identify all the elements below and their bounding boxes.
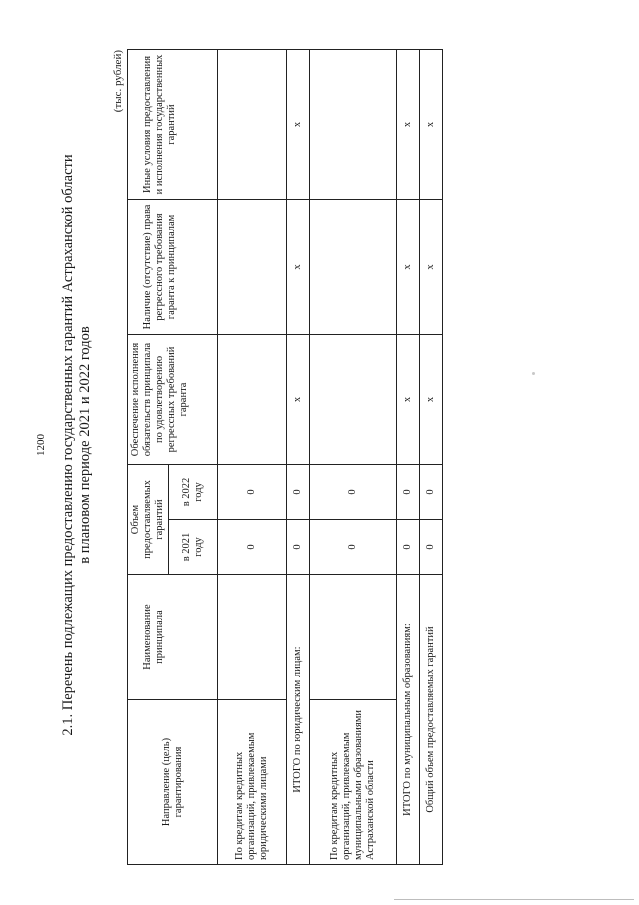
cell-total-label: Общий объем предоставляемых гарантий	[420, 575, 443, 865]
scan-edge-line	[394, 899, 634, 900]
cell-other: х	[397, 49, 420, 199]
page-number: 1200	[35, 434, 47, 456]
header-year-2022: в 2022 году	[169, 464, 218, 519]
cell-other	[310, 49, 397, 199]
cell-principal	[310, 575, 397, 700]
cell-security	[218, 334, 287, 464]
header-direction: Направление (цель) гарантирования	[128, 700, 218, 865]
title-line-1: 2.1. Перечень подлежащих предоставлению государственных гарантий Астраханской области	[60, 154, 76, 736]
cell-regress: х	[397, 199, 420, 334]
header-principal-name: Наименование принципала	[128, 575, 218, 700]
cell-2021: 0	[310, 520, 397, 575]
table-row-total	[420, 49, 443, 864]
cell-2021: 0	[420, 520, 443, 575]
table-row-itogo-municipal	[397, 49, 420, 864]
cell-other: х	[287, 49, 310, 199]
cell-2022: 0	[397, 464, 420, 519]
cell-itogo-label: ИТОГО по юридическим лицам:	[287, 575, 310, 865]
cell-2021: 0	[397, 520, 420, 575]
header-security: Обеспечение исполнения обязательств принципала по удовлетворению регрессных требований гаранта	[128, 334, 218, 464]
cell-direction: По кредитам кредитных организаций, привлекаемым юридическими лицами	[218, 700, 287, 865]
guarantees-table	[127, 49, 443, 865]
cell-security	[310, 334, 397, 464]
header-other-conditions: Иные условия предоставления и исполнения государственных гарантий	[128, 49, 218, 199]
document-title	[60, 65, 94, 825]
table-row-legal-entities	[218, 49, 287, 864]
cell-2022: 0	[310, 464, 397, 519]
cell-2021: 0	[218, 520, 287, 575]
units-label: (тыс. рублей)	[112, 50, 124, 113]
header-volume-group: Объем предоставляемых гарантий	[128, 464, 169, 574]
cell-2021: 0	[287, 520, 310, 575]
cell-security: х	[287, 334, 310, 464]
cell-regress: х	[420, 199, 443, 334]
cell-2022: 0	[420, 464, 443, 519]
header-regress: Наличие (отсутствие) права регрессного требования гаранта к принципалам	[128, 199, 218, 334]
title-line-2: в плановом периоде 2021 и 2022 годов	[77, 326, 93, 564]
cell-itogo-label: ИТОГО по муниципальным образованиям:	[397, 575, 420, 865]
cell-other	[218, 49, 287, 199]
cell-2022: 0	[287, 464, 310, 519]
table-row-municipal	[310, 49, 397, 864]
scan-speck	[532, 372, 535, 375]
cell-regress	[218, 199, 287, 334]
cell-regress	[310, 199, 397, 334]
cell-regress: х	[287, 199, 310, 334]
cell-direction: По кредитам кредитных организаций, привлекаемым муниципальными образованиями Астраханской области	[310, 700, 397, 865]
cell-other: х	[420, 49, 443, 199]
cell-security: х	[420, 334, 443, 464]
table-row-itogo-legal	[287, 49, 310, 864]
cell-security: х	[397, 334, 420, 464]
header-year-2021: в 2021 году	[169, 520, 218, 575]
cell-principal	[218, 575, 287, 700]
table-header-row-1	[128, 49, 169, 864]
cell-2022: 0	[218, 464, 287, 519]
